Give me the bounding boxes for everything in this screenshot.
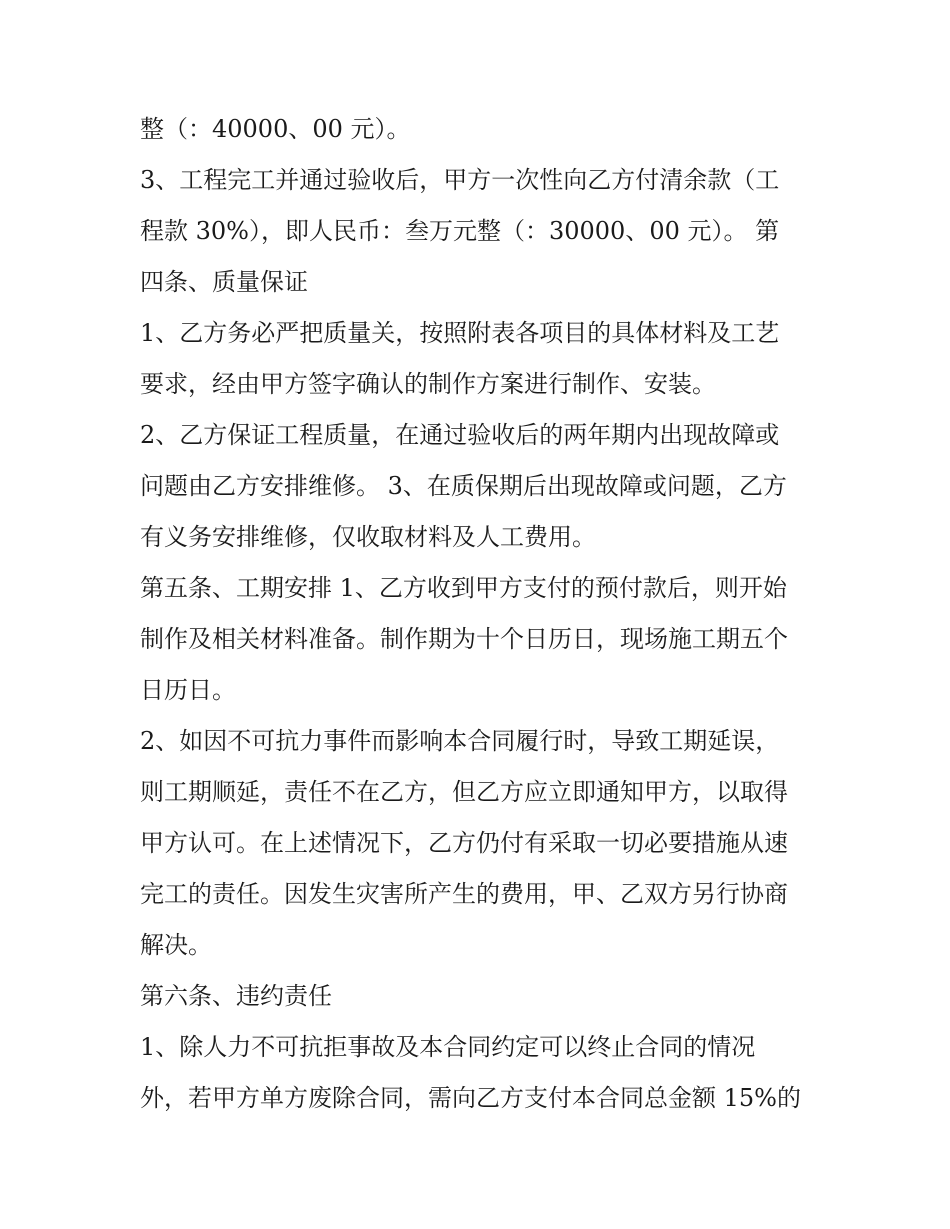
text-line: 则工期顺延，责任不在乙方，但乙方应立即通知甲方，以取得 [140,778,788,806]
text-line: 1、乙方务必严把质量关，按照附表各项目的具体材料及工艺 [140,319,780,347]
text-line: 要求，经由甲方签字确认的制作方案进行制作、安装。 [140,370,716,398]
text-line: 完工的责任。因发生灾害所产生的费用，甲、乙双方另行协商 [140,880,788,908]
text-line: 有义务安排维修，仅收取材料及人工费用。 [140,523,596,551]
text-line: 2、乙方保证工程质量，在通过验收后的两年期内出现故障或 [140,421,780,449]
text-line: 1、除人力不可抗拒事故及本合同约定可以终止合同的情况 [140,1033,756,1061]
contract-text-body [140,104,820,1124]
text-line: 程款 30%），即人民币：叁万元整（：30000、00 元）。 第 [140,217,780,245]
text-line: 问题由乙方安排维修。 3、在质保期后出现故障或问题，乙方 [140,472,787,500]
section-heading-liability: 第六条、违约责任 [140,982,332,1010]
section-heading-schedule: 第五条、工期安排 1、乙方收到甲方支付的预付款后，则开始 [140,574,787,602]
text-line: 日历日。 [140,676,236,704]
text-line: 外，若甲方单方废除合同，需向乙方支付本合同总金额 15%的 [140,1084,801,1112]
text-line: 2、如因不可抗力事件而影响本合同履行时，导致工期延误， [140,727,780,755]
text-line: 制作及相关材料准备。制作期为十个日历日，现场施工期五个 [140,625,788,653]
text-line: 整（：40000、00 元）。 [140,115,411,143]
text-line: 解决。 [140,931,212,959]
text-line: 甲方认可。在上述情况下，乙方仍付有采取一切必要措施从速 [140,829,788,857]
text-line: 3、工程完工并通过验收后，甲方一次性向乙方付清余款（工 [140,166,780,194]
section-heading-quality: 四条、质量保证 [140,268,308,296]
